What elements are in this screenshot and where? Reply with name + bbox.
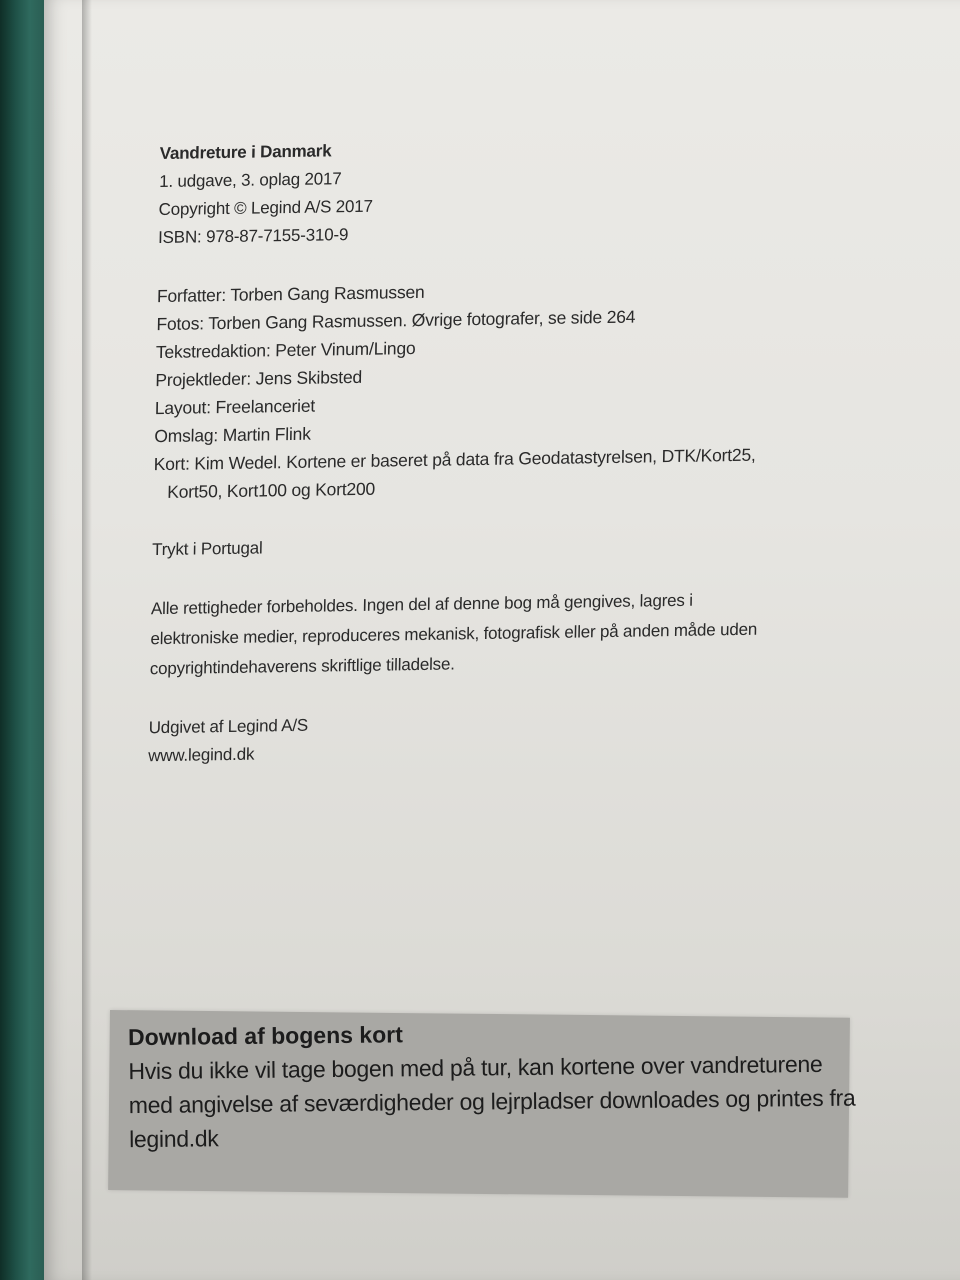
printed-in: Trykt i Portugal [151, 538, 263, 560]
download-box-title: Download af bogens kort [127, 1021, 403, 1051]
colophon-text [148, 129, 860, 770]
book-spine [0, 0, 46, 1280]
credit-maps-continued: Kort50, Kort100 og Kort200 [167, 478, 376, 502]
page-gutter-shadow [82, 0, 92, 1280]
download-info-box [108, 1010, 856, 1198]
rights-line-2: elektroniske medier, reproduceres mekanisk, fotografisk eller på anden måde uden [150, 619, 758, 649]
copyright-line: Copyright © Legind A/S 2017 [158, 196, 373, 220]
book-title: Vandreture i Danmark [159, 141, 332, 164]
credit-cover: Omslag: Martin Flink [154, 423, 311, 447]
publisher-line: Udgivet af Legind A/S [148, 715, 309, 738]
download-box-line-3: legind.dk [129, 1125, 219, 1153]
credit-author: Forfatter: Torben Gang Rasmussen [156, 281, 425, 307]
edition-info: 1. udgave, 3. oplag 2017 [159, 169, 342, 192]
credit-editing: Tekstredaktion: Peter Vinum/Lingo [155, 338, 416, 363]
credit-maps: Kort: Kim Wedel. Kortene er baseret på data fra Geodatastyrelsen, DTK/Kort25, [153, 444, 756, 475]
download-box-line-1: Hvis du ikke vil tage bogen med på tur, kan kortene over vandreturene [128, 1050, 823, 1085]
credit-project-lead: Projektleder: Jens Skibsted [155, 366, 363, 391]
download-box-line-2: med angivelse af seværdigheder og lejrpladser downloades og printes fra [128, 1084, 856, 1119]
credit-layout: Layout: Freelanceriet [154, 395, 316, 419]
credit-photos: Fotos: Torben Gang Rasmussen. Øvrige fotografer, se side 264 [156, 306, 636, 335]
publisher-website: www.legind.dk [147, 744, 255, 766]
rights-line-3: copyrightindehaverens skriftlige tilladelse. [149, 654, 455, 679]
credits-list [153, 271, 857, 506]
isbn-line: ISBN: 978-87-7155-310-9 [157, 225, 349, 248]
rights-line-1: Alle rettigheder forbeholdes. Ingen del af denne bog må gengives, lagres i [150, 590, 693, 619]
rights-notice [150, 584, 832, 685]
